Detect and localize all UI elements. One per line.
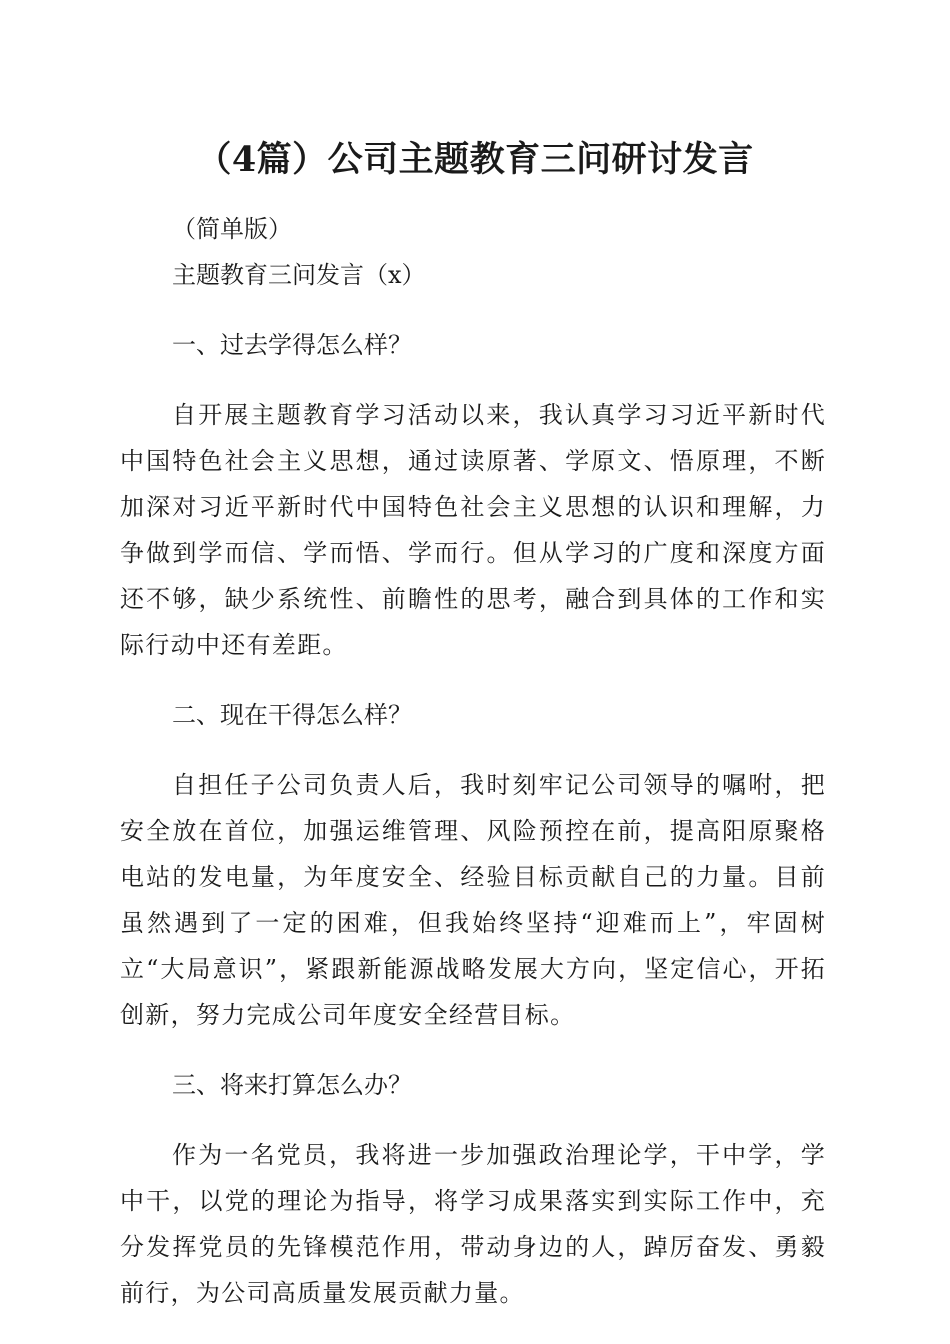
section-body-3: 作为一名党员，我将进一步加强政治理论学，干中学，学中干，以党的理论为指导，将学习成果落实到实际工作中，充分发挥党员的先锋模范作用，带动身边的人，踔厉奋发、勇毅前行，为公司高质量发展贡献力量。 bbox=[120, 1141, 826, 1307]
section-heading-2: 二、现在干得怎么样？ bbox=[172, 701, 412, 729]
section-heading-1: 一、过去学得怎么样？ bbox=[172, 331, 412, 359]
document-body bbox=[120, 206, 826, 1316]
document-title: （4篇）公司主题教育三问研讨发言 bbox=[196, 139, 754, 180]
section-body-1: 自开展主题教育学习活动以来，我认真学习习近平新时代中国特色社会主义思想，通过读原著、学原文、悟原理，不断加深对习近平新时代中国特色社会主义思想的认识和理解，力争做到学而信、学而悟、学而行。但从学习的广度和深度方面还不够，缺少系统性、前瞻性的思考，融合到具体的工作和实际行动中还有差距。 bbox=[120, 401, 826, 659]
subtitle-note: （简单版） bbox=[172, 215, 292, 243]
section-heading-3: 三、将来打算怎么办？ bbox=[172, 1071, 412, 1099]
section-body-2: 自担任子公司负责人后，我时刻牢记公司领导的嘱咐，把安全放在首位，加强运维管理、风险预控在前，提高阳原聚格电站的发电量，为年度安全、经验目标贡献自己的力量。目前虽然遇到了一定的困难，但我始终坚持“迎难而上”，牢固树立“大局意识”，紧跟新能源战略发展大方向，坚定信心，开拓创新，努力完成公司年度安全经营目标。 bbox=[120, 771, 826, 1029]
speech-label: 主题教育三问发言（x） bbox=[172, 261, 426, 289]
